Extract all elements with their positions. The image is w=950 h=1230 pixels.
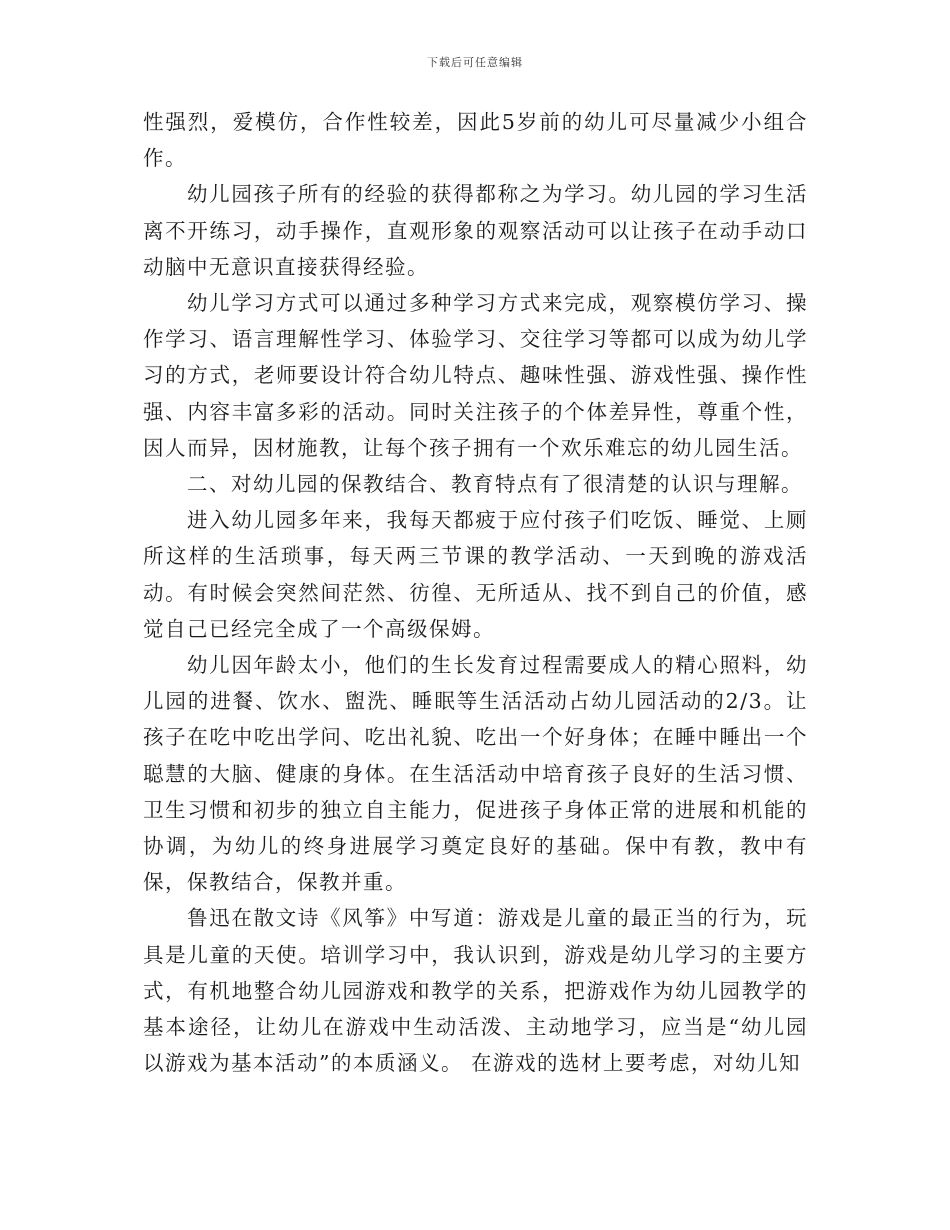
- paragraph: 幼儿园孩子所有的经验的获得都称之为学习。幼儿园的学习生活离不开练习，动手操作，直观形象的观察活动可以让孩子在动手动口动脑中无意识直接获得经验。: [143, 182, 808, 279]
- document-body: [143, 104, 808, 1081]
- paragraph: 性强烈，爱模仿，合作性较差，因此5岁前的幼儿可尽量减少小组合作。: [143, 110, 808, 171]
- paragraph: 幼儿因年龄太小，他们的生长发育过程需要成人的精心照料，幼儿园的进餐、饮水、盥洗、睡眠等生活活动占幼儿园活动的2/3。让孩子在吃中吃出学问、吃出礼貌、吃出一个好身体；在睡中睡出一个聪慧的大脑、健康的身体。在生活活动中培育孩子良好的生活习惯、卫生习惯和初步的独立自主能力，促进孩子身体正常的进展和机能的协调，为幼儿的终身进展学习奠定良好的基础。保中有教，教中有保，保教结合，保教并重。: [143, 653, 808, 895]
- page-header-note: 下载后可任意编辑: [427, 56, 523, 69]
- section-heading: 二、对幼儿园的保教结合、教育特点有了很清楚的认识与理解。: [187, 472, 803, 497]
- paragraph: 幼儿学习方式可以通过多种学习方式来完成，观察模仿学习、操作学习、语言理解性学习、体验学习、交往学习等都可以成为幼儿学习的方式，老师要设计符合幼儿特点、趣味性强、游戏性强、操作性强、内容丰富多彩的活动。同时关注孩子的个体差异性，尊重个性，因人而异，因材施教，让每个孩子拥有一个欢乐难忘的幼儿园生活。: [143, 291, 808, 460]
- paragraph: 进入幼儿园多年来，我每天都疲于应付孩子们吃饭、睡觉、上厕所这样的生活琐事，每天两三节课的教学活动、一天到晚的游戏活动。有时候会突然间茫然、彷徨、无所适从、找不到自己的价值，感觉自己已经完全成了一个高级保姆。: [143, 508, 808, 641]
- paragraph: 鲁迅在散文诗《风筝》中写道：游戏是儿童的最正当的行为，玩具是儿童的天使。培训学习中，我认识到，游戏是幼儿学习的主要方式，有机地整合幼儿园游戏和教学的关系，把游戏作为幼儿园教学的基本途径，让幼儿在游戏中生动活泼、主动地学习，应当是“幼儿园以游戏为基本活动”的本质涵义。 在游戏的选材上要考虑，对幼儿知: [143, 906, 808, 1076]
